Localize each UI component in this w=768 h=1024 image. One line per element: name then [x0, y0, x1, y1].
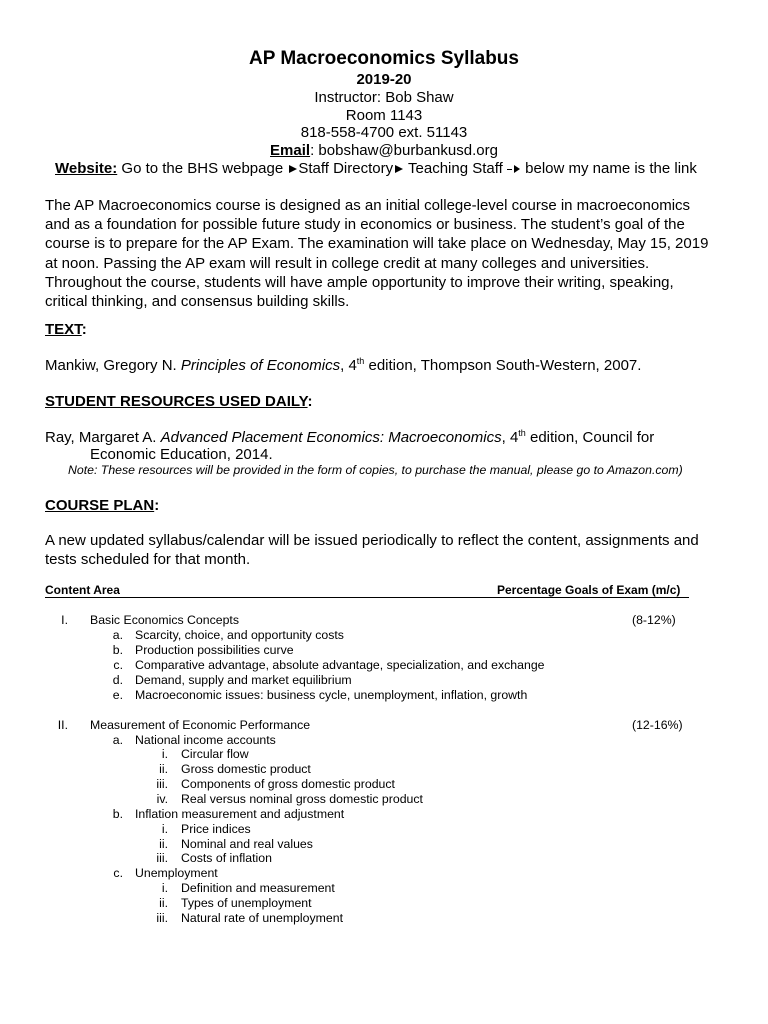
sub-list-item: Components of gross domestic product	[181, 777, 395, 791]
list-item: Scarcity, choice, and opportunity costs	[135, 628, 344, 642]
book-title: Principles of Economics	[180, 357, 341, 374]
text-heading: TEXT:	[45, 321, 87, 338]
course-plan-heading: COURSE PLAN:	[45, 497, 160, 514]
instructor: Instructor: Bob Shaw	[314, 89, 454, 106]
arrow-right-icon	[393, 165, 404, 173]
sub-list-item: Costs of inflation	[181, 851, 272, 865]
sub-item-roman: iv.	[156, 792, 168, 806]
list-item: Comparative advantage, absolute advantage, specialization, and exchange	[135, 658, 545, 672]
intro-line: course is to prepare for the AP Exam. The examination will take place on Wednesday, May 15, 2019	[45, 235, 709, 253]
sub-item-roman: ii.	[159, 837, 168, 851]
intro-line: critical thinking, and consensus building skills.	[45, 293, 350, 311]
room: Room 1143	[345, 107, 423, 124]
website-label: Website:	[55, 160, 118, 177]
website-step-2: Staff Directory	[298, 160, 394, 177]
unit-numeral: I.	[61, 613, 68, 627]
resources-heading: STUDENT RESOURCES USED DAILY:	[45, 393, 313, 410]
unit-numeral: II.	[57, 718, 68, 732]
header-rule	[45, 597, 689, 598]
column-header-content: Content Area	[45, 583, 120, 597]
website-step-3: Teaching Staff	[404, 160, 507, 177]
email-value[interactable]: : bobshaw@burbankusd.org	[310, 142, 498, 159]
sub-list-item: Circular flow	[181, 747, 249, 761]
text-citation: Mankiw, Gregory N. Principles of Economics, 4th edition, Thompson South-Western, 2007.	[45, 356, 642, 374]
column-header-percent: Percentage Goals of Exam (m/c)	[497, 583, 681, 597]
list-item: Unemployment	[135, 866, 218, 880]
sub-list-item: Price indices	[181, 822, 251, 836]
sub-item-roman: i.	[161, 822, 168, 836]
course-plan-line: tests scheduled for that month.	[45, 551, 251, 568]
item-letter: b.	[112, 643, 123, 657]
sub-list-item: Natural rate of unemployment	[181, 911, 343, 925]
intro-line: at noon. Passing the AP exam will result in college credit at many colleges and universities.	[45, 254, 650, 272]
list-item: National income accounts	[135, 733, 276, 747]
email-line	[0, 142, 768, 159]
school-year: 2019-20	[356, 71, 412, 88]
sub-list-item: Definition and measurement	[181, 881, 335, 895]
unit-title: Measurement of Economic Performance	[90, 718, 311, 732]
sub-item-roman: iii.	[156, 777, 168, 791]
book-title: Advanced Placement Economics: Macroeconomics	[160, 429, 502, 446]
unit-percent: (12-16%)	[632, 718, 683, 732]
item-letter: d.	[112, 673, 123, 687]
resources-citation-cont: Economic Education, 2014.	[90, 446, 273, 463]
item-letter: c.	[113, 866, 123, 880]
arrow-right-icon	[507, 165, 521, 173]
sub-item-roman: ii.	[159, 896, 168, 910]
sub-list-item: Types of unemployment	[181, 896, 312, 910]
unit-percent: (8-12%)	[632, 613, 676, 627]
email-label: Email	[270, 142, 311, 159]
sub-list-item: Gross domestic product	[181, 762, 311, 776]
website-step-1: Go to the BHS webpage	[117, 160, 288, 177]
intro-line: The AP Macroeconomics course is designed as an initial college-level course in macroeconomics	[45, 197, 691, 214]
resources-citation: Ray, Margaret A. Advanced Placement Economics: Macroeconomics, 4th edition, Council for	[45, 428, 655, 446]
unit-title: Basic Economics Concepts	[90, 613, 239, 627]
intro-paragraph	[45, 196, 725, 311]
item-letter: e.	[112, 688, 123, 702]
sub-item-roman: i.	[161, 747, 168, 761]
sub-item-roman: iii.	[156, 851, 168, 865]
list-item: Demand, supply and market equilibrium	[135, 673, 352, 687]
list-item: Production possibilities curve	[135, 643, 294, 657]
item-letter: a.	[112, 628, 123, 642]
page-title: AP Macroeconomics Syllabus	[249, 48, 519, 69]
resources-note: Note: These resources will be provided in the form of copies, to purchase the manual, please go to Amazon.com)	[68, 463, 683, 477]
phone: 818-558-4700 ext. 51143	[300, 124, 468, 141]
sub-item-roman: iii.	[156, 911, 168, 925]
website-step-4: below my name is the link	[520, 160, 697, 177]
sub-list-item: Nominal and real values	[181, 837, 313, 851]
website-line	[55, 160, 697, 177]
item-letter: a.	[112, 733, 123, 747]
sub-item-roman: i.	[161, 881, 168, 895]
sub-list-item: Real versus nominal gross domestic product	[181, 792, 423, 806]
intro-line: and as a foundation for possible future study in economics or business. The student’s goal of the	[45, 216, 685, 234]
arrow-right-icon	[287, 165, 298, 173]
item-letter: c.	[113, 658, 123, 672]
list-item: Macroeconomic issues: business cycle, unemployment, inflation, growth	[135, 688, 528, 702]
item-letter: b.	[112, 807, 123, 821]
course-plan-line: A new updated syllabus/calendar will be issued periodically to reflect the content, assignments and	[45, 532, 699, 549]
sub-item-roman: ii.	[159, 762, 168, 776]
list-item: Inflation measurement and adjustment	[135, 807, 345, 821]
intro-line: Throughout the course, students will have ample opportunity to improve their writing, speaking,	[45, 273, 674, 291]
